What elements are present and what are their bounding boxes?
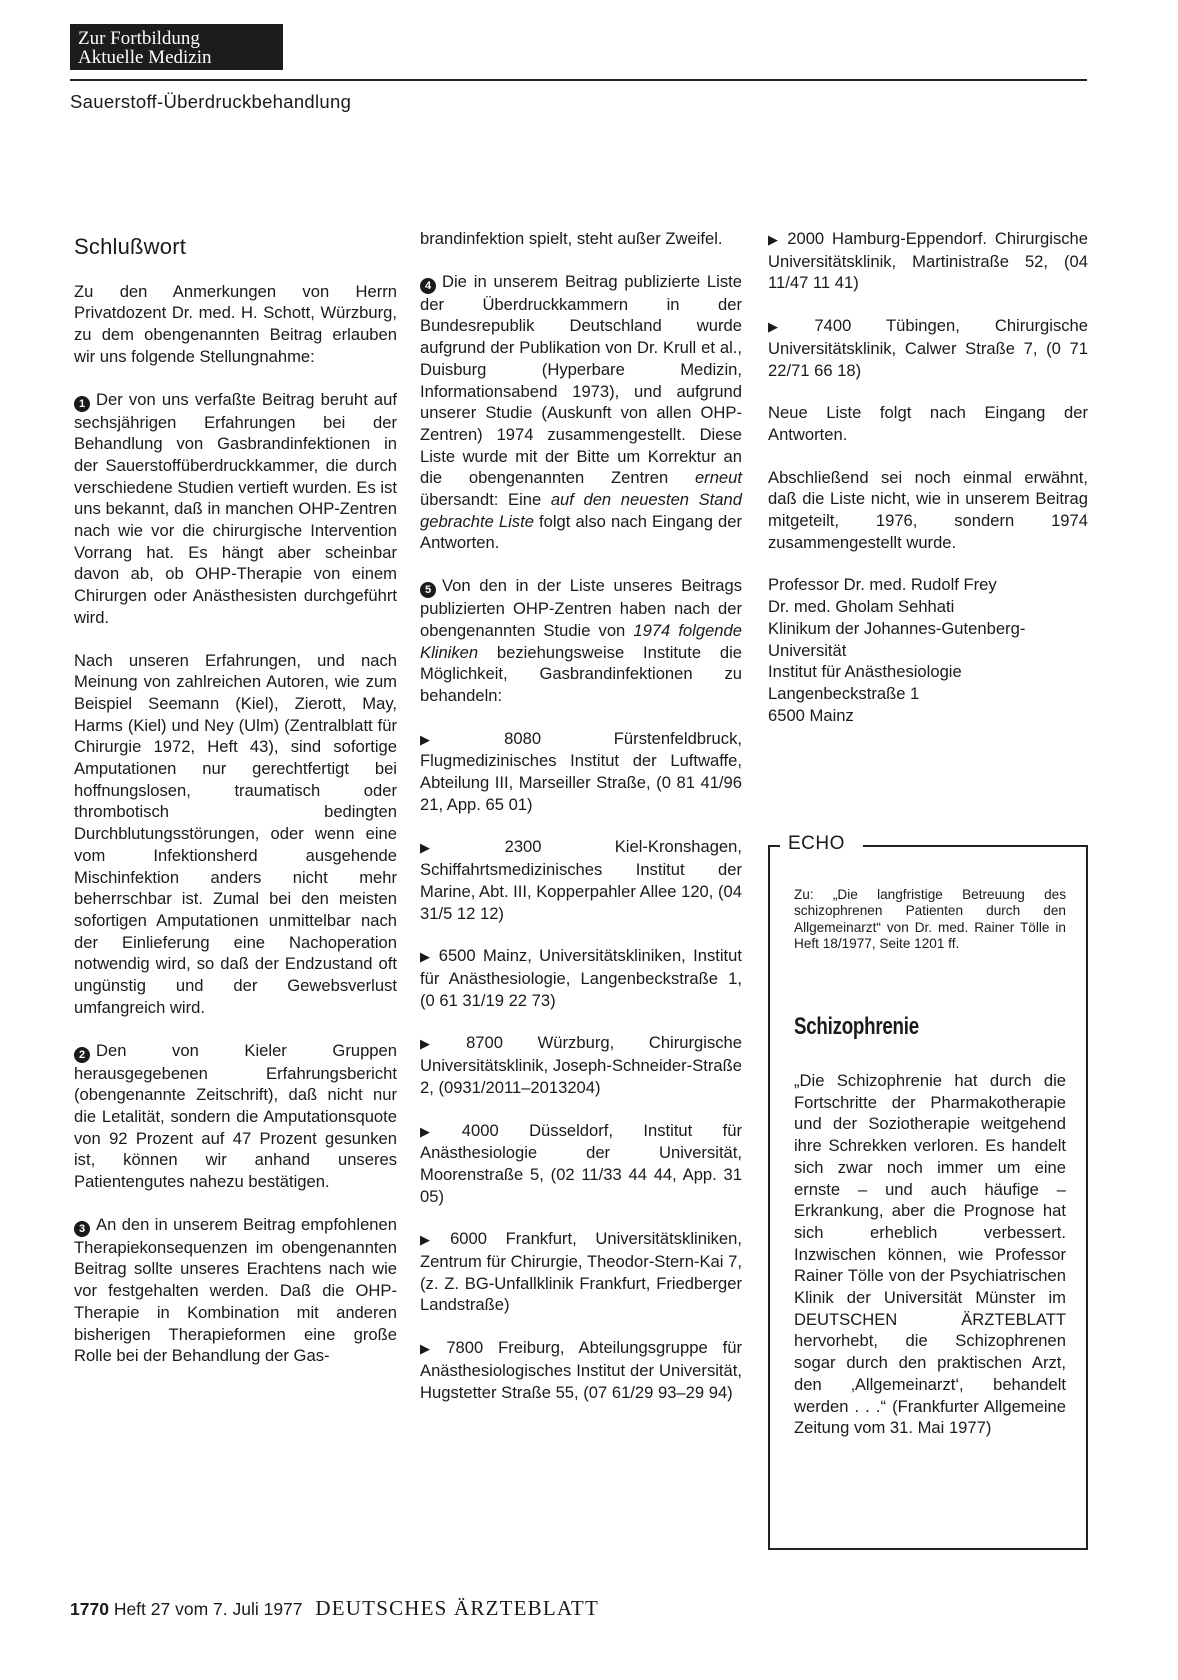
point-2-paragraph <box>74 1040 397 1193</box>
point-4-paragraph <box>420 271 742 554</box>
list-entry-text: 6000 Frankfurt, Universitätskliniken, Zentrum für Chirurgie, Theodor-Stern-Kai 7, (z. Z. BG-Unfallklinik Frankfurt, Friedberger Landstraße) <box>420 1229 742 1315</box>
point-1b-paragraph: Nach unseren Erfahrungen, und nach Meinung von zahlreichen Autoren, wie zum Beispiel Seemann (Kiel), Zierott, May, Harms (Kiel) und Ney (Ulm) (Zentralblatt für Chirurgie 1972, Heft 43), sind sofortige Amputationen nur gerechtfertigt bei hoffnungslosen, traumatisch oder thrombotisch bedingten Durchblutungsstörungen, oder wenn eine vom Infektionsherd ausgehende Mischinfektion anders nicht mehr beherrschbar ist. Zumal bei den meisten sofortigen Amputationen unmittelbar nach der Einlieferung eine Nachoperation notwendig wird, so daß der Endzustand oft ungünstig und der Gewebsverlust umfangreich wird. <box>74 650 397 1017</box>
issue-info: Heft 27 vom 7. Juli 1977 <box>113 1599 303 1619</box>
list-entry <box>420 1120 742 1208</box>
point-3-paragraph <box>74 1214 397 1367</box>
point-1-marker: 1 <box>74 396 90 412</box>
list-entry <box>768 315 1088 381</box>
point-5-italic: 1974 folgende Kliniken <box>420 620 742 662</box>
list-entry <box>420 945 742 1011</box>
point-1-text: Der von uns verfaßte Beitrag beruht auf sechsjährigen Erfahrungen bei der Behandlung von Gasbrandinfektionen in der Sauerstoffüberdruckkammer, die durch verschiedene Studien vertieft wurden. Es ist uns bekannt, daß in manchen OHP-Zentren nach wie vor die chirurgische Intervention Vorrang hat. Es hängt aber scheinbar davon ab, ob OHP-Therapie von einem Chirurgen oder Anästhesisten durchgeführt wird. <box>74 389 397 627</box>
list-entry <box>420 728 742 816</box>
echo-reference: Zu: „Die langfristige Betreuung des schizophrenen Patienten durch den Allgemeinarzt“ von Dr. med. Rainer Tölle in Heft 18/1977, Seite 1201 ff. <box>794 887 1066 952</box>
section-tag-line2: Aktuelle Medizin <box>78 47 212 68</box>
point-4-text-c: folgt also nach Eingang der Antworten. <box>420 511 742 553</box>
arrow-right-icon: ▶ <box>420 1123 456 1139</box>
arrow-right-icon: ▶ <box>420 731 499 747</box>
list-entry-text: 2300 Kiel-Kronshagen, Schiffahrtsmedizinisches Institut der Marine, Abt. III, Kopperpahler Allee 120, (04 31/5 12 12) <box>420 837 743 923</box>
section-tag <box>70 24 283 70</box>
column-1 <box>74 236 397 1388</box>
point-2-text: Den von Kieler Gruppen herausgegebenen Erfahrungsbericht (obengenannte Zeitschrift), daß nicht nur die Letalität, sondern die Amputationsquote von 92 Prozent auf 47 Prozent gesunken ist, können wir anhand unseres Patientengutes nahezu bestätigen. <box>74 1040 397 1192</box>
list-entry-text: 6500 Mainz, Universitätskliniken, Institut für Anästhesiologie, Langenbeckstraße 1, (0 61 31/19 22 73) <box>420 946 742 1010</box>
column-2 <box>420 228 742 1424</box>
list-entry-text: 7400 Tübingen, Chirurgische Universitätsklinik, Calwer Straße 7, (0 71 22/71 66 18) <box>768 316 1088 380</box>
list-entry <box>420 836 742 924</box>
point-4-text-b: übersandt: Eine <box>420 490 542 510</box>
point-3-marker: 3 <box>74 1221 90 1237</box>
intro-paragraph: Zu den Anmerkungen von Herrn Privatdozent Dr. med. H. Schott, Würzburg, zu dem obengenannten Beitrag erlauben wir uns folgende Stellungnahme: <box>74 281 397 366</box>
column-3 <box>768 228 1088 726</box>
point-5-paragraph <box>420 575 742 707</box>
header-rule <box>70 79 1087 81</box>
signature-line: Professor Dr. med. Rudolf Frey <box>768 575 997 595</box>
arrow-right-icon: ▶ <box>420 1232 445 1248</box>
point-3-text: An den in unserem Beitrag empfohlenen Therapiekonsequenzen im obengenannten Beitrag sollte unseres Erachtens nach wie vor festgehalten werden. Daß die OHP-Therapie in Kombination mit anderen bisherigen Therapieformen eine große Rolle bei der Behandlung der Gas- <box>74 1214 397 1366</box>
arrow-right-icon: ▶ <box>420 1036 461 1052</box>
new-list-note: Neue Liste folgt nach Eingang der Antworten. <box>768 403 1088 444</box>
arrow-right-icon: ▶ <box>768 232 782 247</box>
signature-line: Langenbeckstraße 1 <box>768 683 920 703</box>
echo-top-rule-left <box>768 845 780 847</box>
author-signature <box>768 574 1088 726</box>
echo-label: ECHO <box>788 833 845 854</box>
point-2-marker: 2 <box>74 1047 90 1063</box>
echo-top-rule-right <box>863 845 1088 847</box>
point-3-continued: brandinfektion spielt, steht außer Zweifel. <box>420 229 723 248</box>
point-1-paragraph <box>74 389 397 629</box>
point-4-italic-1: erneut <box>694 468 742 488</box>
echo-heading: Schizophrenie <box>794 1013 919 1040</box>
echo-body: „Die Schizophrenie hat durch die Fortschritte der Pharmakotherapie und der Soziotherapie weitgehend ihre Schrekken verloren. Es handelt sich zwar noch immer um eine ernste – und auch häufige – Erkrankung, aber die Prognose hat sich erheblich verbessert. Inzwischen können, wie Professor Rainer Tölle von der Psychiatrischen Klinik der Universität Münster im DEUTSCHEN ÄRZTEBLATT hervorhebt, die Schizophrenen sogar durch den praktischen Arzt, den ‚Allgemeinarzt‘, behandelt werden . . .“ (Frankfurter Allgemeine Zeitung vom 31. Mai 1977) <box>794 1071 1066 1438</box>
point-4-italic-2: auf den neuesten Stand gebrachte Liste <box>420 490 742 531</box>
list-entry-text: 8700 Würzburg, Chirurgische Universitätsklinik, Joseph-Schneider-Straße 2, (0931/2011–2013204) <box>420 1033 742 1097</box>
point-5-text-a: Von den in der Liste unseres Beitrags publizierten OHP-Zentren haben nach der obengenannten Studie von <box>420 576 742 640</box>
list-entry-text: 4000 Düsseldorf, Institut für Anästhesiologie der Universität, Moorenstraße 5, (02 11/33 44 44, App. 31 05) <box>420 1120 743 1206</box>
topic-title: Sauerstoff-Überdruckbehandlung <box>70 91 352 112</box>
article-heading: Schlußwort <box>74 234 187 259</box>
arrow-right-icon: ▶ <box>420 840 499 856</box>
list-entry <box>420 1228 742 1316</box>
list-entry <box>768 228 1088 294</box>
point-4-text-a: Die in unserem Beitrag publizierte Liste der Überdruckkammern in der Bundesrepublik Deutschland wurde aufgrund der Publikation von Dr. Krull et al., Duisburg (Hyperbare Medizin, Informationsabend 1973), und aufgrund unserer Studie (Auskunft von allen OHP-Zentren) 1974 zusammengestellt. Diese Liste wurde mit der Bitte um Korrektur an die obengenannten Zentren <box>420 271 742 488</box>
signature-line: 6500 Mainz <box>768 705 854 725</box>
list-entry <box>420 1337 742 1403</box>
closing-paragraph: Abschließend sei noch einmal erwähnt, daß die Liste nicht, wie in unserem Beitrag mitgeteilt, 1976, sondern 1974 zusammengestellt wurde. <box>768 467 1088 552</box>
arrow-right-icon: ▶ <box>420 1341 441 1357</box>
echo-box <box>768 833 1088 1550</box>
publication-name: DEUTSCHES ÄRZTEBLATT <box>315 1596 599 1620</box>
list-entry-text: 7800 Freiburg, Abteilungsgruppe für Anästhesiologisches Institut der Universität, Hugstetter Straße 55, (07 61/29 93–29 94) <box>420 1338 742 1402</box>
page-number: 1770 <box>70 1599 109 1619</box>
signature-line: Klinikum der Johannes-Gutenberg-Universität <box>768 618 1026 660</box>
list-entry <box>420 1032 742 1098</box>
arrow-right-icon: ▶ <box>420 949 433 965</box>
point-4-marker: 4 <box>420 278 436 294</box>
point-5-text-b: beziehungsweise Institute die Möglichkeit, Gasbrandinfektionen zu behandeln: <box>420 642 742 705</box>
list-entry-text: 2000 Hamburg-Eppendorf. Chirurgische Universitätsklinik, Martinistraße 52, (04 11/47 11 41) <box>768 229 1088 293</box>
point-5-marker: 5 <box>420 582 436 598</box>
page-footer <box>70 1596 599 1621</box>
signature-line: Institut für Anästhesiologie <box>768 662 962 682</box>
list-entry-text: 8080 Fürstenfeldbruck, Flugmedizinisches Institut der Luftwaffe, Abteilung III, Marseiller Straße, (0 81 41/96 21, App. 65 01) <box>420 728 742 814</box>
arrow-right-icon: ▶ <box>768 319 809 335</box>
signature-line: Dr. med. Gholam Sehhati <box>768 597 955 617</box>
section-tag-line1: Zur Fortbildung <box>78 28 200 49</box>
